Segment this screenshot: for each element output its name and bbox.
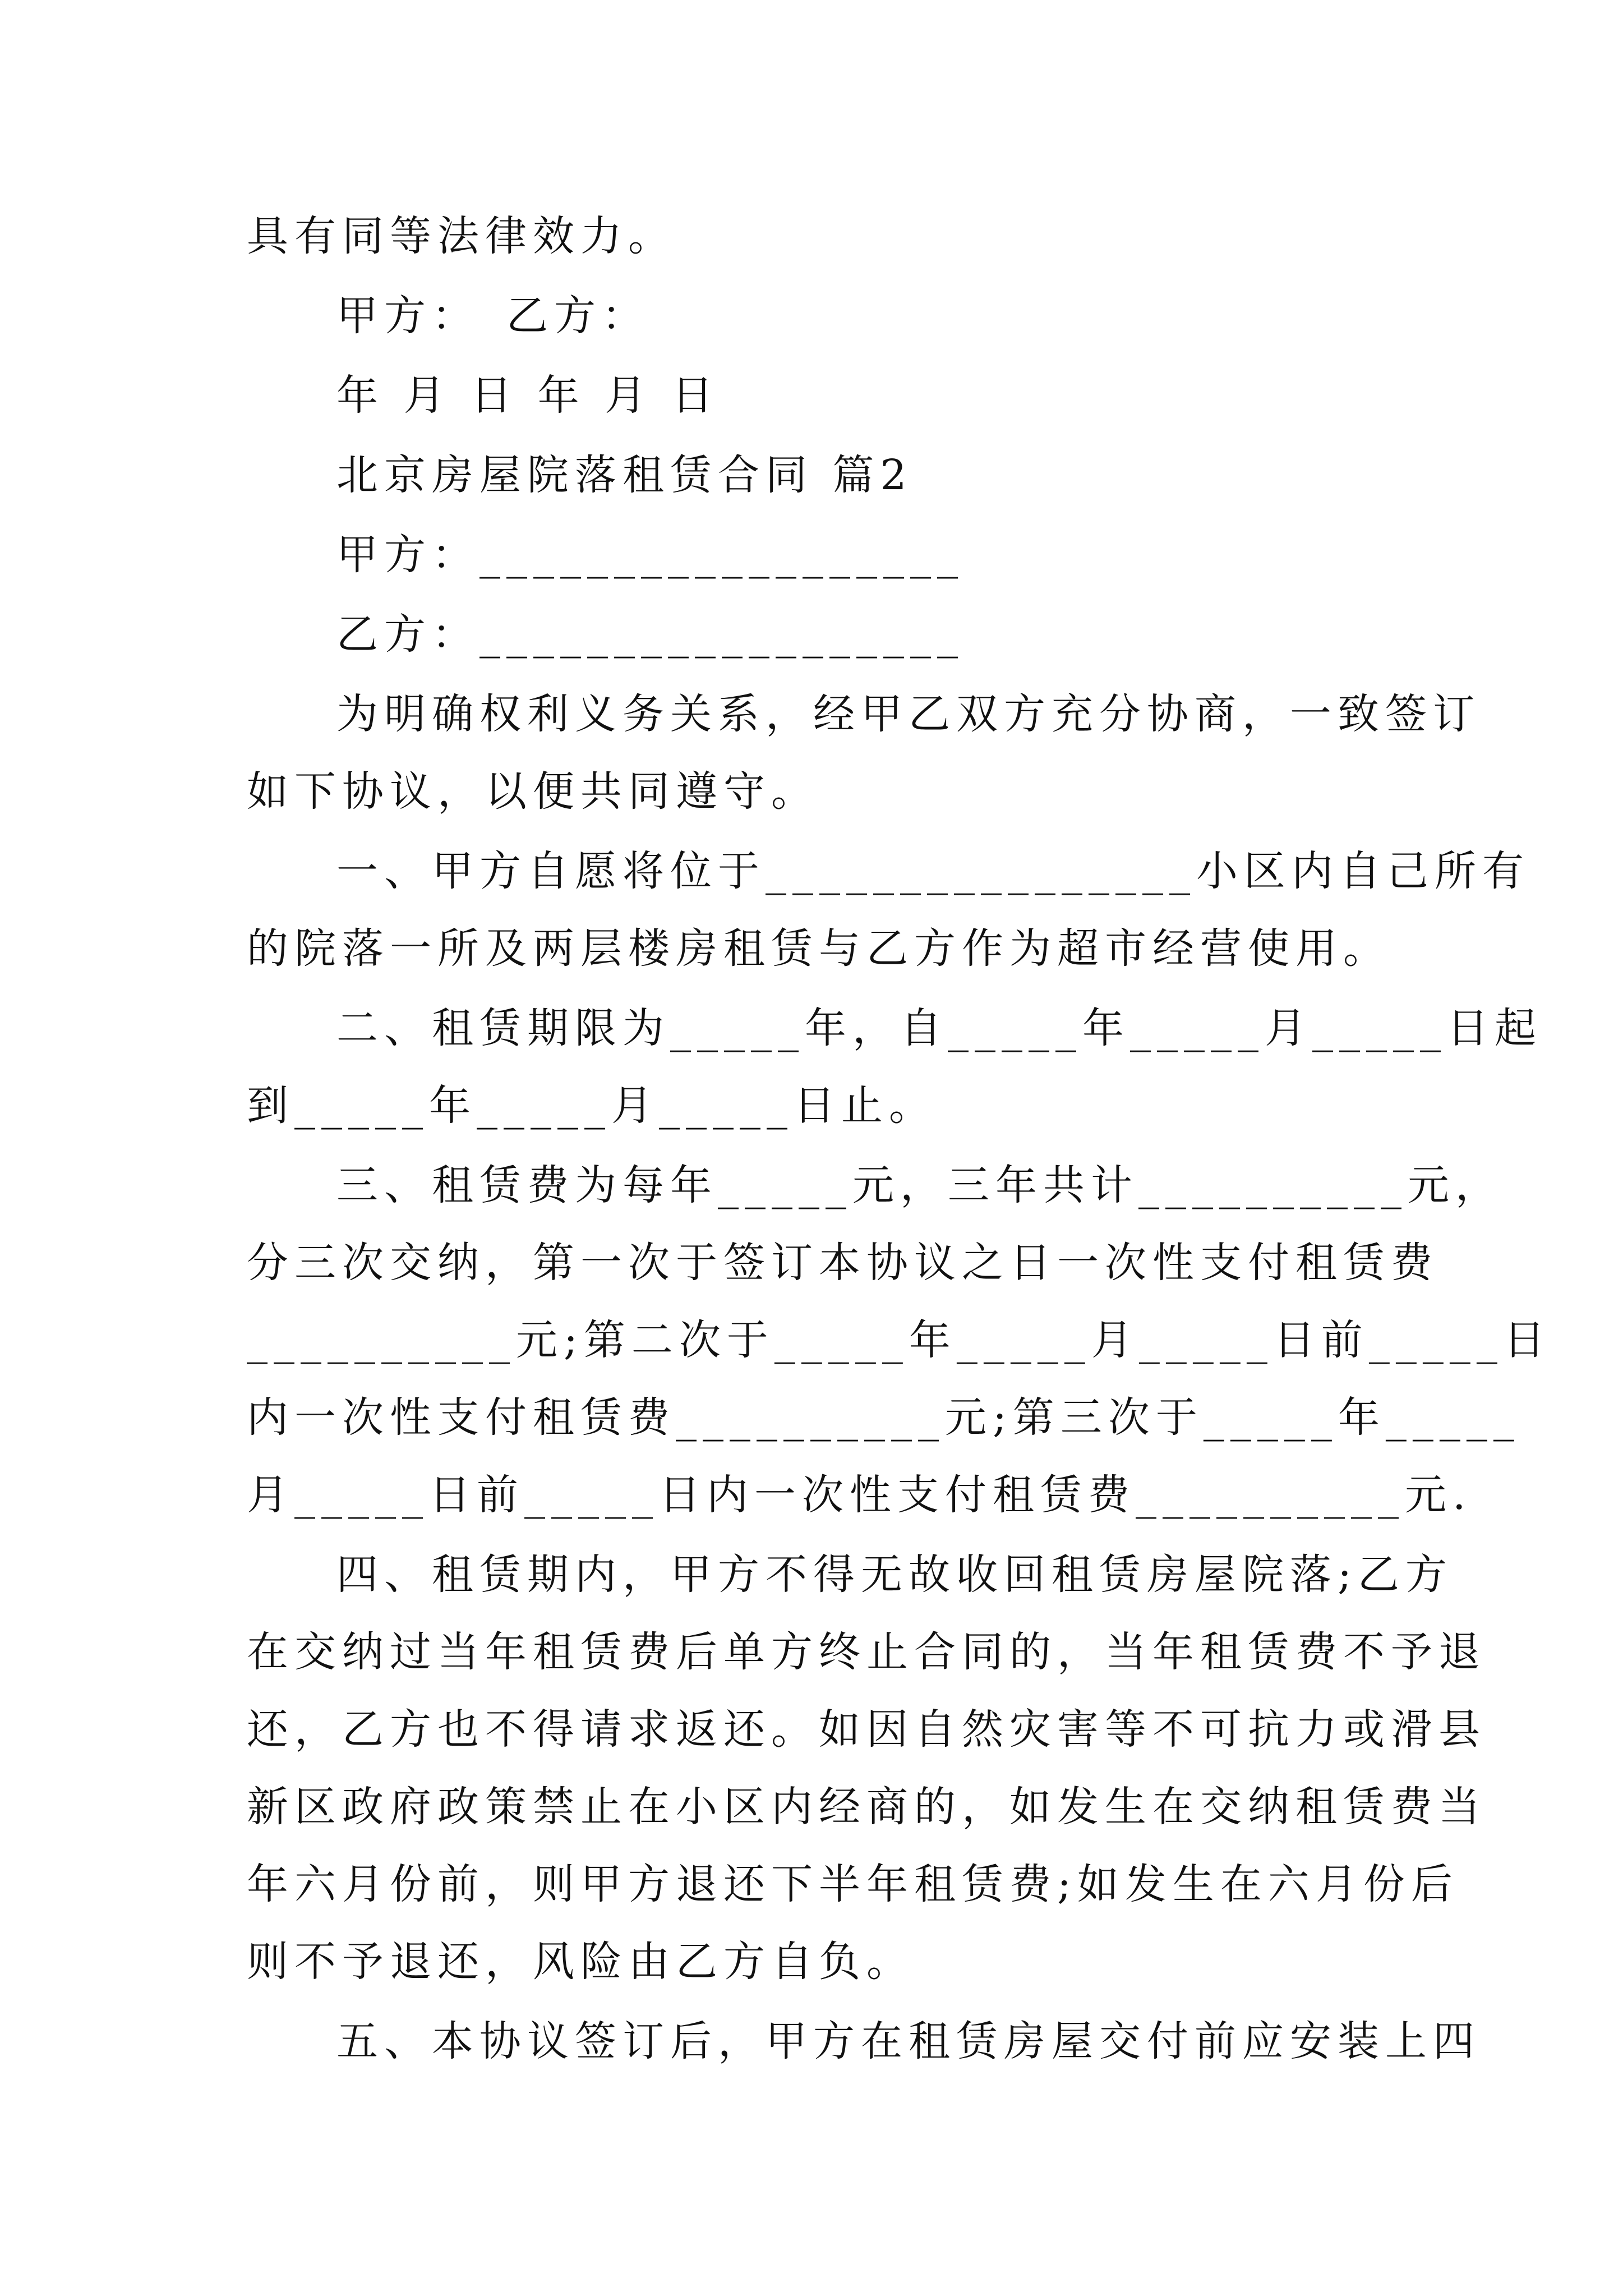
party-a-line: 甲方：__________________ xyxy=(336,531,964,579)
text-line: 到_____年_____月_____日止。 xyxy=(247,1082,937,1130)
clause-3-line: 三、租赁费为每年_____元，三年共计__________元， xyxy=(336,1161,1503,1209)
clause-1-line: 一、甲方自愿将位于________________小区内自己所有 xyxy=(336,847,1530,895)
signature-parties-line: 甲方： 乙方： xyxy=(336,292,649,340)
text-line: 的院落一所及两层楼房租赁与乙方作为超市经营使用。 xyxy=(247,924,1391,973)
section-title: 北京房屋院落租赁合同 篇2 xyxy=(336,451,913,499)
text-line: 月_____日前_____日内一次性支付租赁费__________元. xyxy=(247,1471,1472,1519)
text-line: 在交纳过当年租赁费后单方终止合同的，当年租赁费不予退 xyxy=(247,1628,1486,1676)
clause-2-line: 二、租赁期限为_____年，自_____年_____月_____日起 xyxy=(336,1004,1542,1052)
text-line: 新区政府政策禁止在小区内经商的，如发生在交纳租赁费当 xyxy=(247,1783,1486,1831)
text-line: 具有同等法律效力。 xyxy=(247,212,676,260)
signature-date-line: 年 月 日 年 月 日 xyxy=(336,371,720,420)
text-line: 分三次交纳，第一次于签订本协议之日一次性支付租赁费 xyxy=(247,1239,1438,1287)
text-line: 如下协议，以便共同遵守。 xyxy=(247,767,819,816)
text-line: 则不予退还，风险由乙方自负。 xyxy=(247,1938,914,1986)
text-line: __________元;第二次于_____年_____月_____日前_____日 xyxy=(247,1316,1551,1364)
party-b-line: 乙方：__________________ xyxy=(336,610,964,659)
clause-4-line: 四、租赁期内，甲方不得无故收回租赁房屋院落;乙方 xyxy=(336,1550,1453,1599)
text-line: 还，乙方也不得请求返还。如因自然灾害等不可抗力或滑县 xyxy=(247,1705,1486,1754)
text-line: 内一次性支付租赁费__________元;第三次于_____年_____ xyxy=(247,1393,1520,1442)
text-line: 为明确权利义务关系，经甲乙双方充分协商，一致签订 xyxy=(336,690,1481,738)
text-line: 年六月份前，则甲方退还下半年租赁费;如发生在六月份后 xyxy=(247,1860,1459,1908)
clause-5-line: 五、本协议签订后，甲方在租赁房屋交付前应安装上四 xyxy=(336,2017,1481,2065)
